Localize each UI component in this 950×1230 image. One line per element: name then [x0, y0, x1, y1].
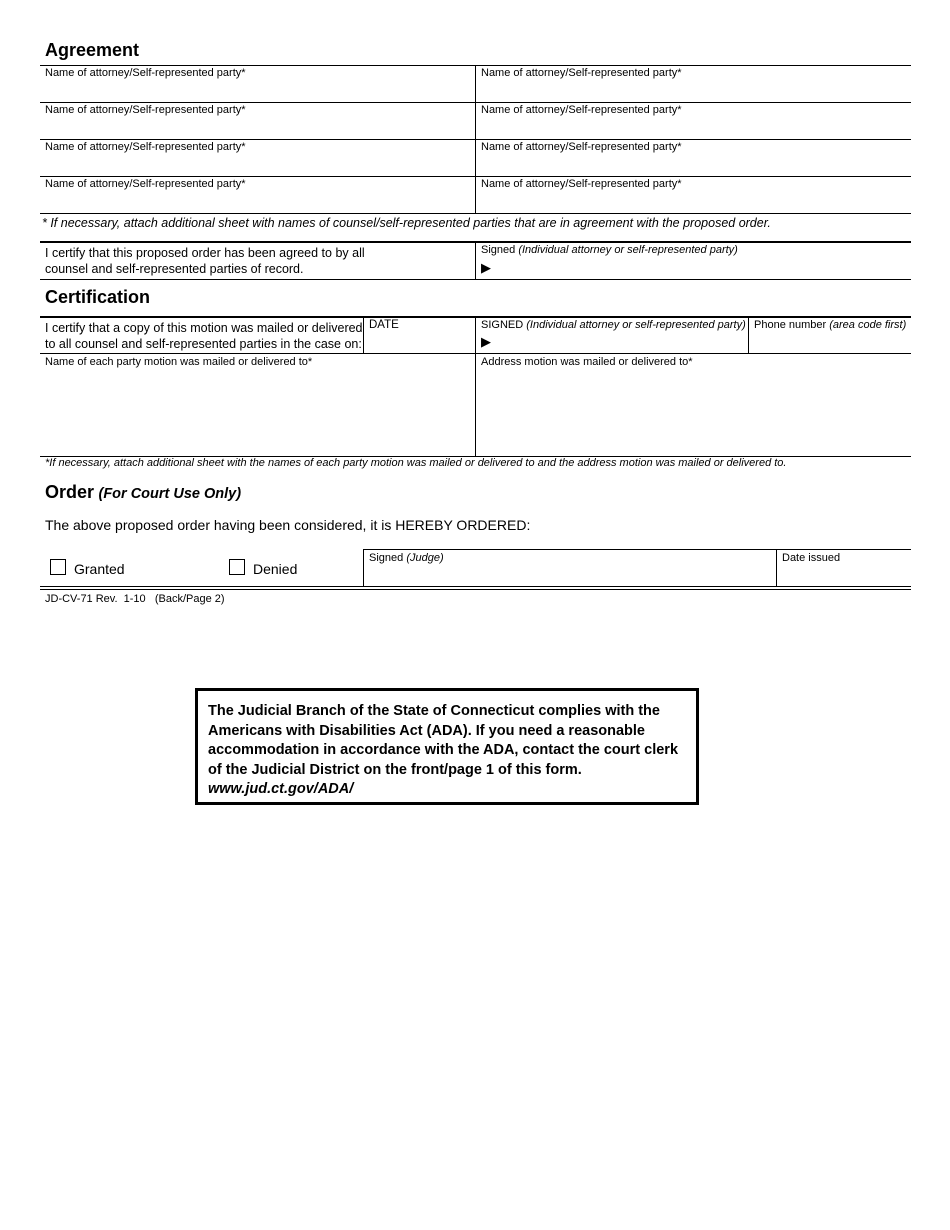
agreement-signature-input[interactable] — [496, 257, 910, 278]
divider — [40, 279, 911, 280]
granted-label: Granted — [74, 561, 125, 577]
order-heading — [45, 482, 241, 503]
certification-certify-line: to all counsel and self-represented parties in the case on: — [45, 337, 362, 351]
agreement-signed-label — [481, 244, 738, 257]
attorney-name-label: Name of attorney/Self-represented party* — [45, 178, 246, 190]
certification-signature-field[interactable] — [496, 332, 746, 352]
attorney-name-field[interactable] — [476, 191, 910, 212]
agreement-certify-line: counsel and self-represented parties of record. — [45, 262, 304, 276]
attorney-name-field[interactable] — [40, 154, 474, 175]
address-field[interactable] — [476, 370, 910, 455]
divider — [363, 549, 911, 550]
phone-label-text: Phone number — [754, 319, 827, 331]
ada-notice — [195, 688, 699, 805]
date-issued-field[interactable] — [777, 565, 910, 585]
certification-date-input[interactable] — [364, 332, 474, 352]
agreement-signature-field[interactable] — [496, 257, 910, 278]
attorney-name-label: Name of attorney/Self-represented party* — [481, 141, 682, 153]
party-names-field[interactable] — [40, 370, 474, 455]
attorney-name-field[interactable] — [476, 154, 910, 175]
attorney-name-input[interactable] — [476, 80, 910, 101]
sign-arrow-icon: ▶ — [481, 334, 491, 349]
judge-signed-label — [369, 552, 444, 565]
agreement-heading: Agreement — [45, 40, 140, 60]
divider — [40, 589, 911, 590]
attorney-name-field[interactable] — [40, 80, 474, 101]
signed-label-hint: (Individual attorney or self-represented party) — [518, 244, 738, 256]
ada-notice-url[interactable]: www.jud.ct.gov/ADA/ — [208, 781, 354, 797]
granted-checkbox[interactable] — [50, 559, 66, 575]
certification-footnote: *If necessary, attach additional sheet with the names of each party motion was mailed or delivered to and the address motion was mailed or delivered to. — [45, 457, 787, 469]
order-heading-text: Order — [45, 482, 95, 502]
form-id: JD-CV-71 Rev. 1-10 (Back/Page 2) — [45, 593, 225, 605]
divider — [475, 242, 476, 279]
attorney-name-input[interactable] — [476, 154, 910, 175]
certification-certify-text — [45, 320, 363, 352]
party-name-label: Name of each party motion was mailed or delivered to* — [45, 356, 313, 368]
attorney-name-field[interactable] — [40, 191, 474, 212]
date-label: DATE — [369, 319, 399, 331]
certification-heading: Certification — [45, 287, 151, 307]
attorney-name-input[interactable] — [40, 154, 474, 175]
certification-date-field[interactable] — [364, 332, 474, 352]
address-label: Address motion was mailed or delivered to* — [481, 356, 693, 368]
attorney-name-label: Name of attorney/Self-represented party* — [481, 178, 682, 190]
phone-label — [754, 319, 906, 332]
certification-signed-label — [481, 319, 746, 332]
attorney-name-field[interactable] — [40, 117, 474, 138]
phone-input[interactable] — [749, 332, 910, 352]
divider — [40, 213, 911, 214]
attorney-name-input[interactable] — [40, 191, 474, 212]
phone-label-hint: (area code first) — [829, 319, 907, 331]
phone-field[interactable] — [749, 332, 910, 352]
signed-label-hint: (Individual attorney or self-represented party) — [526, 319, 746, 331]
sign-arrow-icon: ▶ — [481, 260, 491, 275]
attorney-name-field[interactable] — [476, 80, 910, 101]
attorney-name-input[interactable] — [40, 80, 474, 101]
judge-signature-input[interactable] — [364, 565, 775, 585]
attorney-name-label: Name of attorney/Self-represented party* — [45, 104, 246, 116]
divider — [40, 586, 911, 587]
certification-signature-input[interactable] — [496, 332, 746, 352]
judge-signature-field[interactable] — [364, 565, 775, 585]
signed-label-hint: (Judge) — [406, 552, 444, 564]
address-textarea[interactable] — [476, 370, 910, 455]
ada-notice-text: The Judicial Branch of the State of Connecticut complies with the Americans with Disabilities Act (ADA). If you need a reasonable accommodation in accordance with the ADA, contact the court clerk of the Judicial District on the front/page 1 of this form. — [208, 703, 679, 778]
agreement-certify-text — [45, 245, 365, 277]
attorney-name-label: Name of attorney/Self-represented party* — [481, 104, 682, 116]
signed-label-text: Signed — [369, 552, 404, 564]
agreement-footnote: * If necessary, attach additional sheet with names of counsel/self-represented parties that are in agreement with the proposed order. — [42, 216, 771, 230]
agreement-certify-line: I certify that this proposed order has been agreed to by all — [45, 246, 365, 260]
attorney-name-label: Name of attorney/Self-represented party* — [45, 141, 246, 153]
order-heading-hint: (For Court Use Only) — [98, 486, 242, 502]
attorney-name-input[interactable] — [40, 117, 474, 138]
denied-checkbox[interactable] — [229, 559, 245, 575]
order-statement: The above proposed order having been considered, it is HEREBY ORDERED: — [45, 517, 531, 533]
attorney-name-input[interactable] — [476, 191, 910, 212]
party-names-textarea[interactable] — [40, 370, 474, 455]
attorney-name-label: Name of attorney/Self-represented party* — [45, 67, 246, 79]
certification-certify-line: I certify that a copy of this motion was mailed or delivered — [45, 321, 363, 335]
date-issued-input[interactable] — [777, 565, 910, 585]
attorney-name-label: Name of attorney/Self-represented party* — [481, 67, 682, 79]
date-issued-label: Date issued — [782, 552, 841, 564]
signed-label-text: Signed — [481, 244, 516, 256]
attorney-name-field[interactable] — [476, 117, 910, 138]
denied-label: Denied — [253, 561, 298, 577]
signed-label-text: SIGNED — [481, 319, 524, 331]
attorney-name-input[interactable] — [476, 117, 910, 138]
